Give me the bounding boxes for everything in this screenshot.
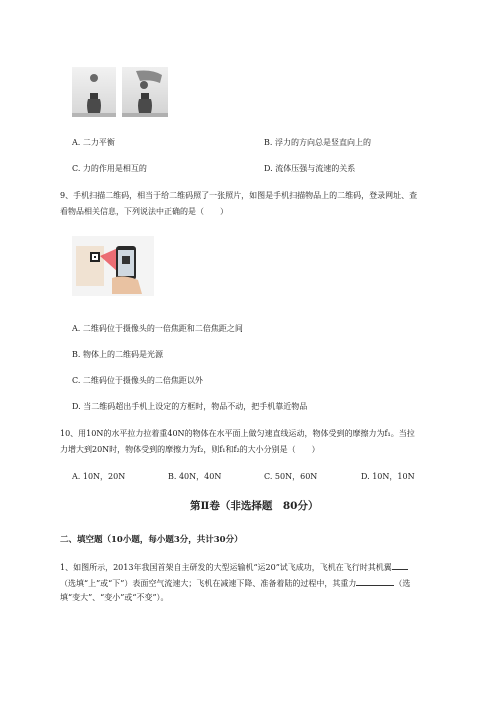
- fill-q1-line1: [60, 560, 408, 574]
- blank-1[interactable]: [392, 560, 408, 570]
- bottle-ball-illustration: [72, 67, 116, 117]
- q9-stem-line2: 看物品相关信息，下列说法中正确的是（ ）: [60, 207, 228, 216]
- q9-option-c[interactable]: C. 二维码位于摄像头的二倍焦距以外: [72, 376, 203, 385]
- q9-qr-scan-photo: [72, 236, 154, 296]
- q9-option-a[interactable]: A. 二维码位于摄像头的一倍焦距和二倍焦距之间: [72, 324, 243, 333]
- q8-option-c[interactable]: C. 力的作用是相互的: [72, 164, 147, 173]
- fill-q1-text-1: 1、如图所示，2013年我国首架自主研发的大型运输机“运20”试飞成功，飞机在飞行时其机翼: [60, 563, 392, 572]
- q9-stem-line1: 9、手机扫描二维码，相当于给二维码照了一张照片，如图是手机扫描物品上的二维码，登录网址、查: [60, 191, 418, 200]
- q8-option-a[interactable]: A. 二力平衡: [72, 138, 115, 147]
- q10-option-a[interactable]: A. 10N，20N: [72, 472, 126, 481]
- blank-2[interactable]: [356, 576, 394, 586]
- fill-q1-line3: 填“变大”、“变小”或“不变”）。: [60, 593, 169, 602]
- fill-q1-text-2: （选填“上”或“下”）表面空气流速大；飞机在减速下降、准备着陆的过程中，其重力: [60, 579, 357, 588]
- fill-q1-text-3: （选: [394, 579, 411, 588]
- q8-photo-left: [72, 67, 116, 117]
- q10-option-b[interactable]: B. 40N，40N: [168, 472, 222, 481]
- fill-q1-line2: [60, 576, 410, 590]
- q9-option-d[interactable]: D. 当二维码超出手机上设定的方框时，物品不动，把手机靠近物品: [72, 402, 308, 411]
- q8-photo-right: [122, 67, 168, 117]
- q8-option-d[interactable]: D. 流体压强与流速的关系: [264, 164, 356, 173]
- q10-option-d[interactable]: D. 10N，10N: [361, 472, 415, 481]
- q9-option-b[interactable]: B. 物体上的二维码是光源: [72, 350, 163, 359]
- section-title: 第Ⅱ卷（非选择题 80分）: [190, 500, 319, 512]
- q10-stem-line2: 力增大到20N时，物体受到的摩擦力为f₂，则f₁和f₂的大小分别是（ ）: [60, 445, 320, 454]
- q8-option-b[interactable]: B. 浮力的方向总是竖直向上的: [264, 138, 371, 147]
- q10-stem-line1: 10、用10N的水平拉力拉着重40N的物体在水平面上做匀速直线运动，物体受到的摩擦力为f₁。当拉: [60, 429, 415, 438]
- phone-scanning-qr-illustration: [72, 236, 154, 296]
- hand-bottle-illustration: [122, 67, 168, 117]
- q10-option-c[interactable]: C. 50N，60N: [264, 472, 318, 481]
- fill-in-heading: 二、填空题（10小题，每小题3分，共计30分）: [60, 535, 243, 545]
